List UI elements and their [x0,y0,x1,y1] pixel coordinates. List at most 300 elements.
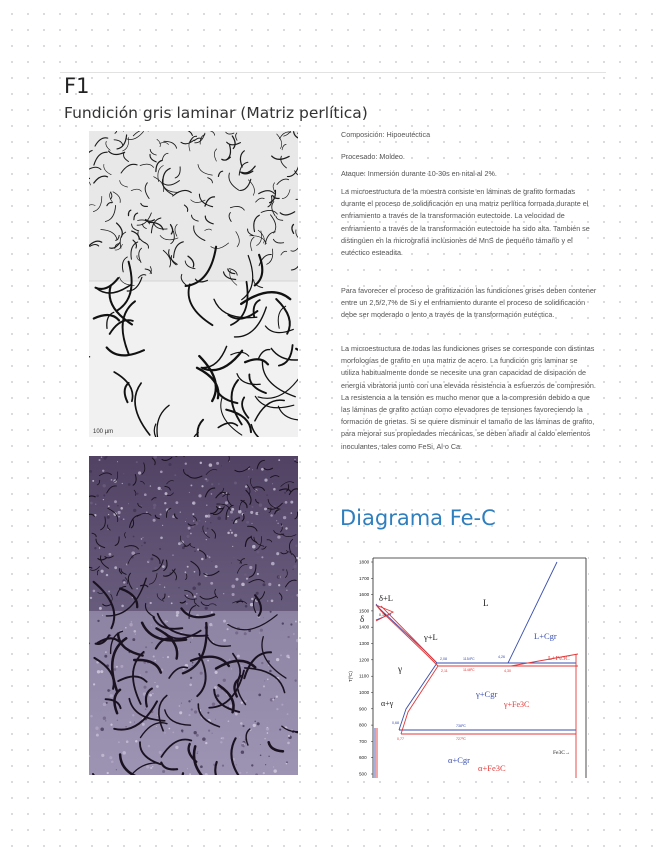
pearlite-speckle [99,607,102,610]
pearlite-speckle [282,569,284,571]
pearlite-speckle [276,552,279,555]
pearlite-speckle [153,519,156,522]
pearlite-speckle [230,511,233,514]
pearlite-speckle [165,620,168,623]
pearlite-speckle [179,705,181,707]
pearlite-speckle [129,721,131,723]
pearlite-speckle [273,769,276,772]
pearlite-speckle [146,765,149,768]
pearlite-speckle [159,751,162,754]
label-alpha-graphite: α+Cgr [448,755,470,765]
pearlite-speckle [292,569,293,570]
pearlite-speckle [227,516,229,518]
pearlite-speckle [258,602,259,603]
pearlite-speckle [190,533,192,535]
pearlite-speckle [128,503,129,504]
pearlite-speckle [90,502,93,505]
pearlite-speckle [257,573,259,575]
pearlite-speckle [153,655,155,657]
pearlite-speckle [211,483,213,485]
y-tick-label: 1500 [359,608,370,614]
pearlite-speckle [164,732,165,733]
pearlite-speckle [210,602,211,603]
pearlite-speckle [144,493,147,496]
pearlite-speckle [215,671,218,674]
pearlite-speckle [194,571,196,573]
pearlite-speckle [156,626,157,627]
pearlite-speckle [133,630,136,633]
pearlite-speckle [187,535,190,538]
pearlite-speckle [129,623,132,626]
pearlite-speckle [192,665,193,666]
pearlite-speckle [148,745,150,747]
pearlite-speckle [110,690,111,691]
pearlite-speckle [234,482,237,485]
pearlite-speckle [164,502,166,504]
pearlite-speckle [231,585,235,589]
pearlite-speckle [118,516,120,518]
pearlite-speckle [272,483,273,484]
pearlite-speckle [199,520,201,522]
pearlite-speckle [104,655,107,658]
label-delta: δ [360,614,365,624]
pearlite-speckle [291,512,293,514]
pearlite-speckle [239,772,241,774]
pearlite-speckle [250,511,253,514]
pearlite-speckle [92,480,94,482]
annotation-068: 0,68 [392,721,399,725]
pearlite-speckle [116,666,118,668]
annotation-430: 4,30 [504,669,511,673]
pearlite-speckle [198,494,201,497]
pearlite-speckle [212,625,213,626]
pearlite-speckle [178,542,181,545]
pearlite-speckle [154,660,156,662]
pearlite-speckle [135,740,138,743]
pearlite-speckle [201,558,204,561]
pearlite-speckle [194,731,197,734]
pearlite-speckle [193,520,195,522]
pearlite-speckle [215,565,218,568]
pearlite-speckle [225,501,228,504]
pearlite-speckle [205,515,208,518]
pearlite-speckle [159,548,161,550]
pearlite-speckle [111,760,114,763]
pearlite-speckle [107,516,110,519]
pearlite-speckle [218,483,220,485]
pearlite-speckle [264,738,266,740]
pearlite-speckle [178,587,179,588]
pearlite-speckle [211,493,213,495]
y-axis-label: T(ºC) [348,671,353,682]
pearlite-speckle [89,470,92,473]
pearlite-speckle [217,517,221,521]
pearlite-speckle [295,545,298,548]
pearlite-speckle [233,557,234,558]
pearlite-speckle [258,513,260,515]
pearlite-speckle [107,689,110,692]
pearlite-speckle [273,488,276,491]
pearlite-speckle [277,575,281,579]
pearlite-speckle [153,507,155,509]
fe-c-diagram-svg [346,554,588,778]
pearlite-speckle [201,485,203,487]
pearlite-speckle [262,583,265,586]
pearlite-speckle [281,704,283,706]
pearlite-speckle [178,649,179,650]
pearlite-speckle [102,470,104,472]
pearlite-speckle [150,557,153,560]
annotation-738: 738ºC [456,724,466,728]
pearlite-speckle [152,766,154,768]
pearlite-speckle [254,721,255,722]
pearlite-speckle [150,485,151,486]
pearlite-speckle [209,463,213,467]
pearlite-speckle [210,522,211,523]
pearlite-speckle [105,651,107,653]
pearlite-speckle [207,712,209,714]
pearlite-speckle [148,559,150,561]
etching-text: Ataque: Inmersión durante 10-30s en nital al 2%. [341,169,497,178]
pearlite-speckle [100,728,104,732]
pearlite-speckle [270,514,273,517]
pearlite-speckle [194,550,196,552]
pearlite-speckle [149,694,152,697]
y-tick-label: 1700 [359,575,370,581]
pearlite-speckle [191,699,192,700]
pearlite-speckle [197,549,199,551]
y-tick-label: 700 [359,738,367,744]
pearlite-speckle [206,505,207,506]
pearlite-speckle [271,562,275,566]
pearlite-speckle [192,513,194,515]
pearlite-speckle [114,668,117,671]
pearlite-speckle [205,607,208,610]
pearlite-speckle [273,766,274,767]
pearlite-speckle [276,695,278,697]
pearlite-speckle [159,584,160,585]
pearlite-speckle [125,627,127,629]
pearlite-speckle [141,545,142,546]
pearlite-speckle [263,617,264,618]
pearlite-speckle [192,503,193,504]
pearlite-speckle [211,561,212,562]
pearlite-speckle [188,527,191,530]
pearlite-speckle [99,547,100,548]
y-tick-label: 500 [359,771,367,777]
pearlite-speckle [211,611,213,613]
pearlite-speckle [118,511,121,514]
pearlite-speckle [253,724,256,727]
pearlite-speckle [102,615,103,616]
pearlite-speckle [101,570,104,573]
pearlite-speckle [237,655,240,658]
pearlite-speckle [169,696,170,697]
pearlite-speckle [160,470,163,473]
pearlite-speckle [194,595,196,597]
pearlite-speckle [223,679,226,682]
pearlite-speckle [282,622,284,624]
pearlite-speckle [100,670,103,673]
pearlite-speckle [252,523,253,524]
pearlite-speckle [123,581,126,584]
pearlite-speckle [229,705,232,708]
pearlite-speckle [246,578,248,580]
pearlite-speckle [290,501,293,504]
pearlite-speckle [267,601,268,602]
pearlite-speckle [192,587,196,591]
micrograph-etched-image [89,456,298,775]
pearlite-speckle [160,513,162,515]
pearlite-speckle [205,521,206,522]
pearlite-speckle [286,590,287,591]
pearlite-speckle [236,578,239,581]
pearlite-speckle [287,742,290,745]
pearlite-speckle [111,479,113,481]
pearlite-speckle [285,501,288,504]
pearlite-speckle [108,590,110,592]
pearlite-speckle [139,674,140,675]
label-gamma-cementite: γ+Fe3C [504,700,530,709]
pearlite-speckle [187,768,188,769]
micrograph-unetched [89,131,298,437]
pearlite-speckle [164,587,165,588]
fe-c-diagram [346,554,588,778]
pearlite-speckle [197,753,198,754]
pearlite-speckle [241,702,243,704]
pearlite-speckle [246,772,248,774]
pearlite-speckle [133,536,135,538]
pearlite-speckle [108,505,110,507]
pearlite-speckle [133,548,135,550]
y-tick-label: 1300 [359,641,370,646]
pearlite-speckle [222,765,224,767]
pearlite-speckle [187,566,189,568]
pearlite-speckle [147,604,150,607]
annotation-1154: 1154ºC [463,657,475,661]
pearlite-speckle [188,714,190,716]
pearlite-speckle [122,751,126,755]
sample-code: F1 [64,74,90,98]
pearlite-speckle [246,521,249,524]
pearlite-speckle [97,670,100,673]
pearlite-speckle [144,542,146,544]
pearlite-speckle [269,670,272,673]
pearlite-speckle [212,733,213,734]
pearlite-speckle [227,532,230,535]
pearlite-speckle [209,623,212,626]
diagram-heading: Diagrama Fe-C [340,506,496,530]
pearlite-speckle [96,494,99,497]
pearlite-speckle [257,722,260,725]
pearlite-speckle [290,623,292,625]
label-liquid-graphite: L+Cgr [534,631,557,641]
y-tick-label: 1800 [359,559,370,565]
pearlite-speckle [120,507,123,510]
pearlite-speckle [231,562,232,563]
pearlite-speckle [241,583,245,587]
pearlite-speckle [261,468,264,471]
pearlite-speckle [200,462,202,464]
label-cementite-arrow: Fe3C→ [553,750,571,756]
pearlite-speckle [134,722,135,723]
pearlite-speckle [240,722,243,725]
pearlite-speckle [200,765,203,768]
annotation-426: 4,26 [498,655,505,659]
pearlite-speckle [283,516,286,519]
pearlite-speckle [261,556,263,558]
pearlite-speckle [172,554,173,555]
pearlite-speckle [241,744,244,747]
label-delta-liquid: δ+L [379,593,393,603]
label-gamma-graphite: γ+Cgr [476,689,498,699]
pearlite-speckle [252,545,256,549]
pearlite-speckle [136,493,138,495]
pearlite-speckle [189,492,190,493]
pearlite-speckle [267,679,269,681]
pearlite-speckle [245,511,246,512]
pearlite-speckle [141,505,143,507]
pearlite-speckle [186,518,187,519]
pearlite-speckle [194,710,197,713]
pearlite-speckle [241,751,244,754]
pearlite-speckle [117,595,119,597]
pearlite-speckle [294,459,295,460]
pearlite-speckle [125,726,127,728]
pearlite-speckle [171,602,173,604]
pearlite-speckle [160,536,163,539]
pearlite-speckle [207,555,209,557]
pearlite-speckle [214,686,217,689]
pearlite-speckle [114,500,117,503]
pearlite-speckle [260,755,262,757]
label-gamma-liquid: γ+L [424,632,438,642]
pearlite-speckle [145,646,147,648]
pearlite-speckle [108,514,109,515]
y-tick-label: 900 [359,706,367,712]
pearlite-speckle [98,459,100,461]
pearlite-speckle [121,605,124,608]
pearlite-speckle [168,463,171,466]
pearlite-speckle [223,620,226,623]
pearlite-speckle [244,632,247,635]
pearlite-speckle [198,582,201,585]
pearlite-speckle [241,665,242,666]
y-tick-label: 600 [359,755,367,761]
pearlite-speckle [103,703,107,707]
label-alpha-cementite: α+Fe3C [478,763,506,773]
pearlite-speckle [143,537,144,538]
annotation-1148: 1148ºC [463,668,475,672]
pearlite-speckle [296,649,297,650]
pearlite-speckle [181,729,184,732]
annotation-077: 0,77 [397,737,404,741]
pearlite-speckle [202,737,206,741]
pearlite-speckle [94,547,96,549]
pearlite-speckle [244,573,247,576]
pearlite-speckle [258,694,261,697]
pearlite-speckle [179,711,182,714]
pearlite-speckle [137,557,138,558]
pearlite-speckle [105,720,106,721]
pearlite-speckle [278,459,280,461]
pearlite-speckle [154,682,155,683]
pearlite-speckle [90,597,92,599]
pearlite-speckle [190,677,192,679]
pearlite-speckle [248,476,249,477]
paragraph-graphitization: Para favorecer el proceso de grafitización las fundiciones grises deben contener entre un 2,5/2,7% de Si y el enfriamiento durante el proceso de solidificación debe ser moderado o lento a través de la transformación eutéctica. [341,286,597,320]
pearlite-speckle [266,494,267,495]
pearlite-speckle [215,719,216,720]
micrograph-etched [89,456,298,775]
pearlite-speckle [128,483,131,486]
pearlite-speckle [277,535,280,538]
pearlite-speckle [176,614,179,617]
pearlite-speckle [121,519,122,520]
pearlite-speckle [93,683,95,685]
pearlite-speckle [276,708,278,710]
pearlite-speckle [145,708,147,710]
pearlite-speckle [188,700,190,702]
pearlite-speckle [109,756,112,759]
sample-title: Fundición gris laminar (Matriz perlítica) [64,104,368,122]
pearlite-speckle [276,658,279,661]
pearlite-speckle [230,529,232,531]
pearlite-speckle [192,637,193,638]
pearlite-speckle [182,546,185,549]
pearlite-speckle [268,583,271,586]
pearlite-speckle [260,629,263,632]
pearlite-speckle [101,754,104,757]
pearlite-speckle [235,631,238,634]
pearlite-speckle [117,720,118,721]
pearlite-speckle [192,662,194,664]
pearlite-speckle [291,596,293,598]
pearlite-speckle [219,506,221,508]
pearlite-speckle [120,665,123,668]
pearlite-speckle [284,492,286,494]
pearlite-speckle [236,764,237,765]
pearlite-speckle [107,529,108,530]
pearlite-speckle [245,485,247,487]
pearlite-speckle [167,656,169,658]
pearlite-speckle [234,534,237,537]
pearlite-speckle [142,723,145,726]
label-gamma: γ [398,665,403,675]
pearlite-speckle [123,518,125,520]
pearlite-speckle [221,738,222,739]
paragraph-microstructure: La microestructura de la muestra consiste en láminas de grafito formadas durante el proceso de solidificación en una matriz perlítica formada durante el enfriamiento a través de la transformación eutectoide. La velocidad de enfriamiento a través de la transformación eutectoide ha sido alta. También se distinguen en la micrografía inclusiones de MnS de pequeño tamaño y el eutéctico esteadita. [341,187,590,258]
pearlite-speckle [288,657,290,659]
pearlite-speckle [118,741,120,743]
pearlite-speckle [150,767,152,769]
pearlite-speckle [235,713,238,716]
pearlite-speckle [286,763,288,765]
pearlite-speckle [95,504,96,505]
pearlite-speckle [245,700,247,702]
pearlite-speckle [103,499,104,500]
pearlite-speckle [162,770,165,773]
pearlite-speckle [181,703,182,704]
pearlite-speckle [287,713,289,715]
pearlite-speckle [267,732,269,734]
pearlite-speckle [280,654,282,656]
pearlite-speckle [152,693,153,694]
pearlite-speckle [265,474,266,475]
pearlite-speckle [216,694,219,697]
pearlite-speckle [158,487,161,490]
pearlite-speckle [270,611,272,613]
